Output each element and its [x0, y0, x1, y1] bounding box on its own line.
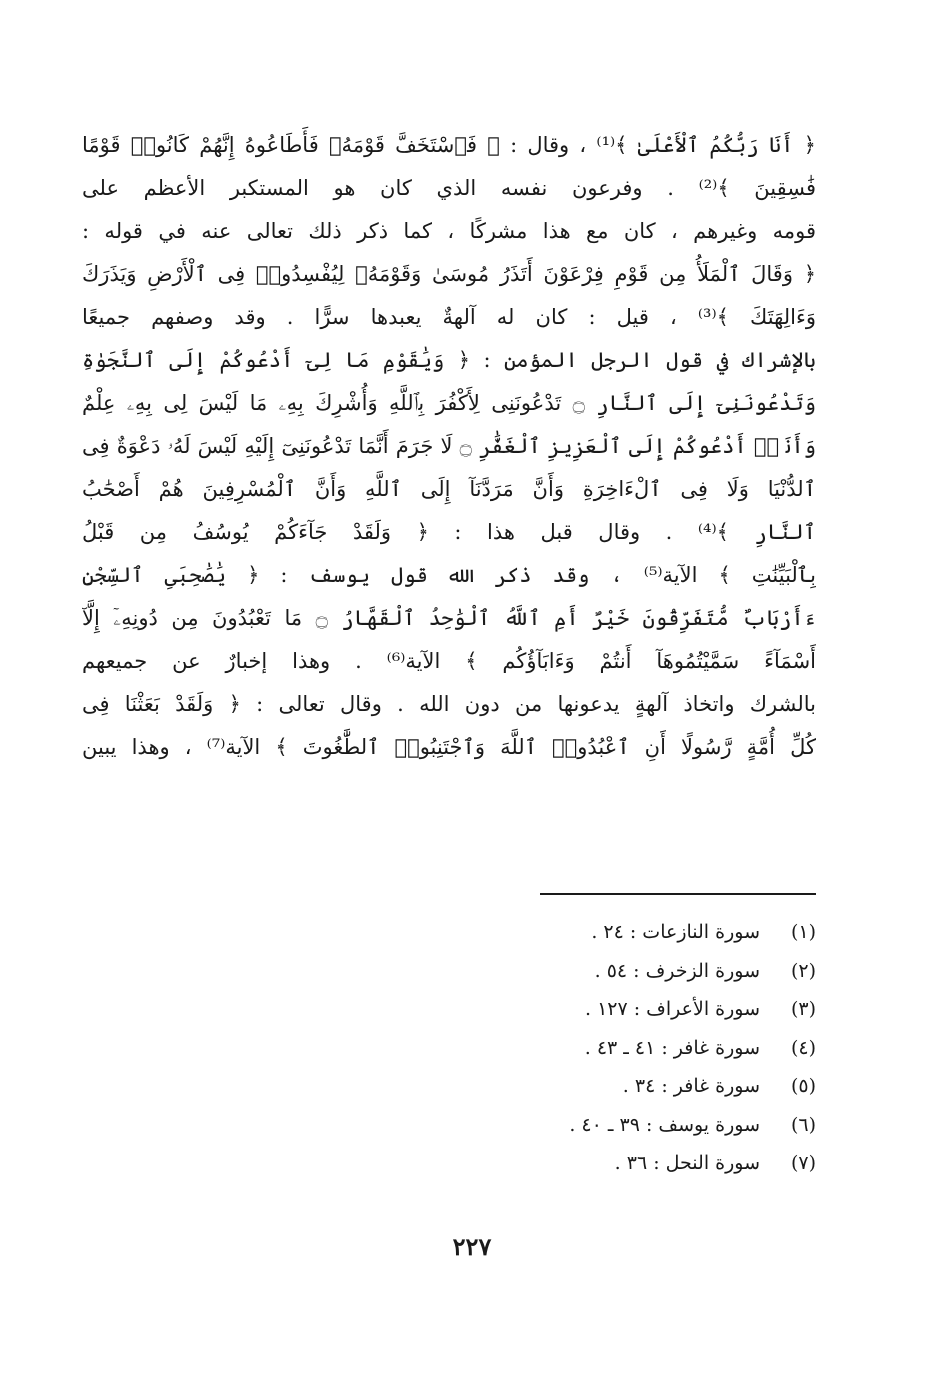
text-line: ٱلنَّارِ ﴾⁽⁴⁾ . وقال قبل هذا : ﴿ وَلَقَدْ جَآءَكُمْ يُوسُفُ مِن قَبْلُ [82, 520, 816, 544]
text-line: وَءَالِهَتَكَ ﴾⁽³⁾ ، قيل : كان له آلهةٌ يعبدها سرًّا . وقد وصفهم جميعًا [82, 305, 816, 329]
footnote-text: سورة النحل : ٣٦ . [614, 1152, 760, 1175]
footnote-text: سورة الزخرف : ٥٤ . [594, 959, 760, 982]
text-line: ﴿ أَنَا رَبُّكُمُ ٱلْأَعْلَىٰ ﴾⁽¹⁾ ، وقال : ﴿ فَٱسْتَخَفَّ قَوْمَهُۥ فَأَطَاعُوهُ إِنَّهُمْ كَانُوا۟ قَوْمًا [82, 133, 816, 157]
footnote-text: سورة النازعات : ٢٤ . [591, 921, 760, 944]
footnote-item [440, 1106, 816, 1145]
footnote-text: سورة يوسف : ٣٩ ـ ٤٠ . [569, 1113, 760, 1136]
footnote-item [440, 913, 816, 952]
text-line: بالشرك واتخاذ آلهةٍ يدعونها من دون الله . وقال تعالى : ﴿ وَلَقَدْ بَعَثْنَا فِى [82, 692, 816, 716]
footnote-item [440, 1144, 816, 1183]
footnote-text: سورة الأعراف : ١٢٧ . [584, 998, 760, 1021]
text-line: وَأَنَا۠ أَدْعُوكُمْ إِلَى ٱلْعَزِيزِ ٱلْغَفَّٰرِ ۝ لَا جَرَمَ أَنَّمَا تَدْعُونَنِىٓ إِلَيْهِ لَيْسَ لَهُۥ دَعْوَةٌ فِى [82, 434, 816, 458]
footnote-number: (٧) [790, 1152, 816, 1175]
footnote-item [440, 1067, 816, 1106]
footnote-number: (٤) [790, 1036, 816, 1059]
text-line: فَٰسِقِينَ ﴾⁽²⁾ . وفرعون نفسه الذي كان هو المستكبر الأعظم على [82, 176, 816, 200]
footnote-number: (٢) [790, 959, 816, 982]
page-number: ٢٢٧ [452, 1232, 492, 1261]
text-line: وَتَدْعُونَنِىٓ إِلَى ٱلنَّارِ ۝ تَدْعُونَنِى لِأَكْفُرَ بِٱللَّهِ وَأُشْرِكَ بِهِۦ مَا لَيْسَ لِى بِهِۦ عِلْمٌ [82, 391, 816, 415]
main-text [82, 124, 816, 769]
footnote-text: سورة غافر : ٤١ ـ ٤٣ . [584, 1036, 760, 1059]
footnote-divider [540, 893, 816, 895]
footnote-item [440, 990, 816, 1029]
footnote-number: (٣) [790, 998, 816, 1021]
text-line: قومه وغيرهم ، كان مع هذا مشركًا ، كما ذكر ذلك تعالى عنه في قوله : [82, 219, 816, 243]
footnote-number: (٥) [790, 1075, 816, 1098]
text-line: أَسْمَآءً سَمَّيْتُمُوهَآ أَنتُمْ وَءَابَآؤُكُم ﴾ الآية⁽⁶⁾ . وهذا إخبارٌ عن جميعهم [82, 649, 816, 673]
text-line: بِٱلْبَيِّنَٰتِ ﴾ الآية⁽⁵⁾ ، وقد ذكر الله قول يوسف : ﴿ يَٰصَٰحِبَىِ ٱلسِّجْنِ [82, 563, 816, 587]
footnote-item [440, 1029, 816, 1068]
footnote-text: سورة غافر : ٣٤ . [622, 1075, 760, 1098]
text-line: ﴿ وَقَالَ ٱلْمَلَأُ مِن قَوْمِ فِرْعَوْنَ أَتَذَرُ مُوسَىٰ وَقَوْمَهُۥ لِيُفْسِدُوا۟ فِى ٱلْأَرْضِ وَيَذَرَكَ [82, 262, 816, 286]
footnote-number: (١) [790, 921, 816, 944]
footnote-item [440, 952, 816, 991]
text-line: كُلِّ أُمَّةٍ رَّسُولًا أَنِ ٱعْبُدُوا۟ ٱللَّهَ وَٱجْتَنِبُوا۟ ٱلطَّٰغُوتَ ﴾ الآية⁽⁷⁾ ، وهذا يبين [82, 735, 816, 759]
text-line: بالإشراك في قول الرجل المؤمن : ﴿ وَيَٰقَوْمِ مَا لِىٓ أَدْعُوكُمْ إِلَى ٱلنَّجَوٰةِ [82, 348, 816, 372]
text-line: ءَأَرْبَابٌ مُّتَفَرِّقُونَ خَيْرٌ أَمِ ٱللَّهُ ٱلْوَٰحِدُ ٱلْقَهَّارُ ۝ مَا تَعْبُدُونَ مِن دُونِهِۦٓ إِلَّآ [82, 606, 816, 630]
text-line: ٱلدُّنْيَا وَلَا فِى ٱلْءَاخِرَةِ وَأَنَّ مَرَدَّنَآ إِلَى ٱللَّهِ وَأَنَّ ٱلْمُسْرِفِينَ هُمْ أَصْحَٰبُ [82, 477, 816, 501]
footnotes [440, 913, 816, 1183]
footnote-number: (٦) [790, 1113, 816, 1136]
